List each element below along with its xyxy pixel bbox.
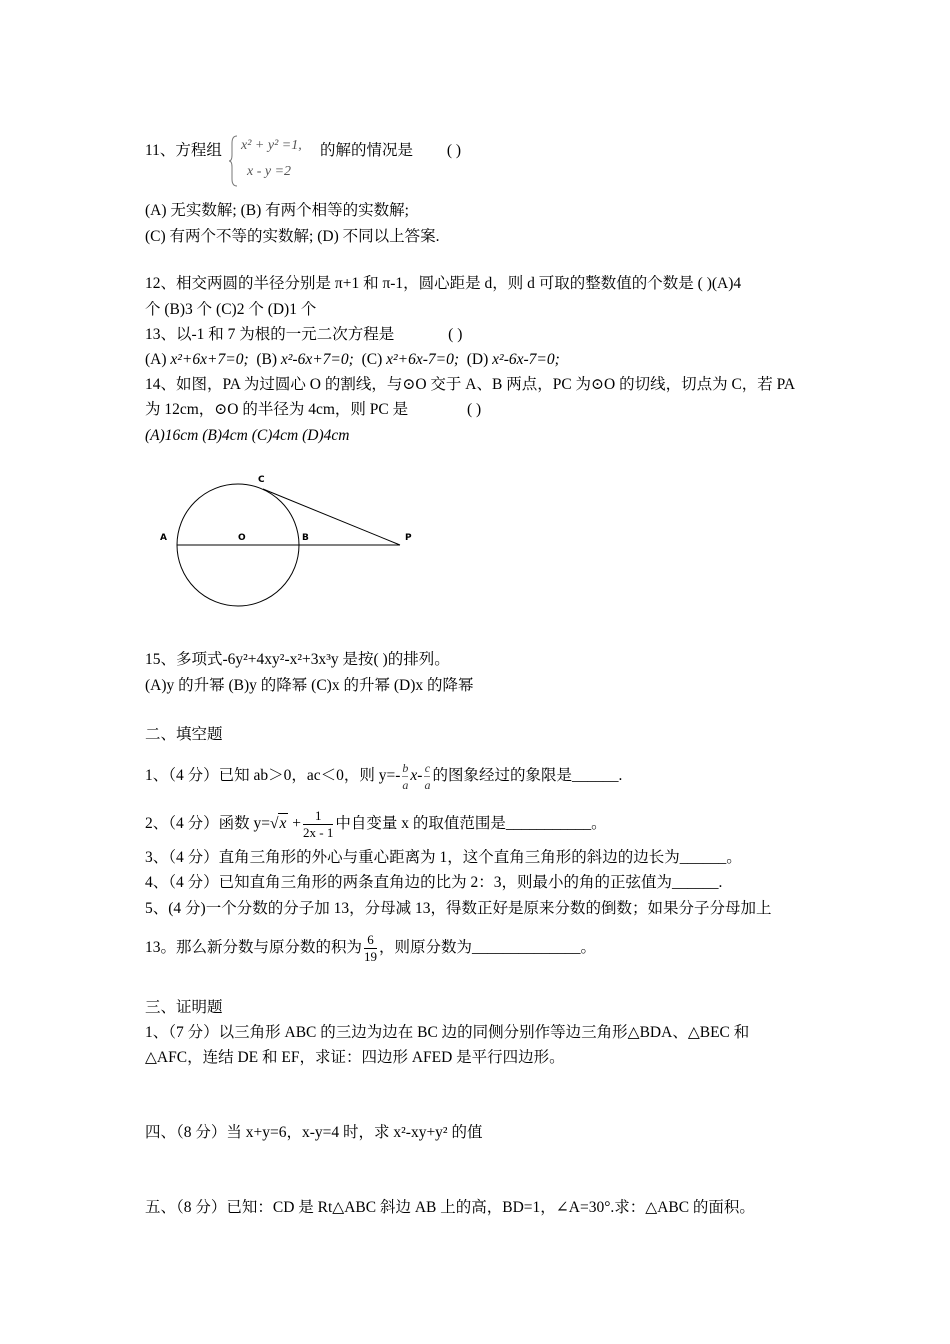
q14-answer-blank: ( ) <box>467 401 482 418</box>
section4: 四、（8 分）当 x+y=6，x-y=4 时，求 x²-xy+y² 的值 <box>145 1124 483 1141</box>
tangent-pc <box>263 489 400 545</box>
s2-q2-sqrt: x <box>279 815 287 833</box>
s2-q5-line2 <box>145 932 596 965</box>
q11-prefix: 11、方程组 <box>145 142 222 159</box>
q11-answer-blank: ( ) <box>446 142 462 159</box>
s2-q2-post: 中自变量 x 的取值范围是___________。 <box>335 815 607 833</box>
s2-q5-frac: $\frac{6}{19}$ <box>364 932 378 964</box>
s2-q5-line1: 5、(4 分)一个分数的分子加 13，分母减 13，得数正好是原来分数的倒数；如果分子分母加上 <box>145 900 772 917</box>
s2-q4: 4、（4 分）已知直角三角形的两条直角边的比为 2：3，则最小的角的正弦值为______. <box>145 874 723 891</box>
section2-title: 二、填空题 <box>145 726 223 743</box>
q11-suffix: 的解的情况是 <box>320 142 414 159</box>
brace-icon <box>229 135 239 187</box>
q11-equation-system <box>229 135 319 187</box>
q11-eq1: x² + y² =1, <box>241 138 302 153</box>
label-b: B <box>302 533 309 543</box>
s2-q1-post: 的图象经过的象限是______. <box>432 767 623 785</box>
q13-opt-b: x²-6x+7=0; <box>280 351 354 368</box>
q13-opt-c-label: (C) <box>361 351 383 368</box>
q14-line2-text: 为 12cm，⊙O 的半径为 4cm，则 PC 是 <box>145 401 409 418</box>
label-o: O <box>238 533 246 543</box>
q15-line2: (A)y 的升幂 (B)y 的降幂 (C)x 的升幂 (D)x 的降幂 <box>145 677 474 694</box>
q11-stem <box>145 141 222 161</box>
q14-options: (A)16cm (B)4cm (C)4cm (D)4cm <box>145 427 350 444</box>
s2-q2-frac: $\frac{1}{2x - 1}$ <box>303 808 334 840</box>
s2-q1 <box>145 760 622 793</box>
q13-opt-d-label: (D) <box>466 351 489 368</box>
label-a: A <box>160 533 167 543</box>
q13-opt-a: x²+6x+7=0; <box>170 351 249 368</box>
s2-q5-pre: 13。那么新分数与原分数的积为 <box>145 939 363 957</box>
s2-q1-frac2: $\frac{c}{a}$ <box>424 761 431 792</box>
q11-options-1: (A) 无实数解; (B) 有两个相等的实数解; <box>145 202 409 219</box>
label-p: P <box>405 533 412 543</box>
s2-q1-pre: 1、（4 分）已知 ab＞0，ac＜0，则 y=- <box>145 767 401 785</box>
section3-title: 三、证明题 <box>145 999 223 1016</box>
section5: 五、（8 分）已知：CD 是 Rt△ABC 斜边 AB 上的高，BD=1，∠A=30°.求：△ABC 的面积。 <box>145 1199 755 1216</box>
q13-stem <box>145 325 462 345</box>
label-c: C <box>258 475 265 485</box>
s2-q2-plus: + <box>292 815 302 833</box>
q13-opt-b-label: (B) <box>256 351 278 368</box>
q14-line2 <box>145 400 481 420</box>
q13-options <box>145 350 560 370</box>
s3-q1-line2: △AFC，连结 DE 和 EF，求证：四边形 AFED 是平行四边形。 <box>145 1049 565 1066</box>
q13-text: 13、以-1 和 7 为根的一元二次方程是 <box>145 326 395 343</box>
s2-q5-post: ，则原分数为______________。 <box>379 939 597 957</box>
s3-q1-line1: 1、（7 分）以三角形 ABC 的三边为边在 BC 边的同侧分别作等边三角形△BDA、△BEC 和 <box>145 1024 750 1041</box>
q15-line1: 15、多项式-6y²+4xy²-x²+3x³y 是按( )的排列。 <box>145 651 450 668</box>
q11-eq2: x - y =2 <box>247 164 292 179</box>
circle-secant-figure <box>150 465 430 615</box>
s2-q2-pre: 2、（4 分）函数 y= <box>145 815 270 833</box>
q13-opt-c: x²+6x-7=0; <box>386 351 460 368</box>
q13-answer-blank: ( ) <box>448 326 463 343</box>
q13-opt-a-label: (A) <box>145 351 167 368</box>
q11-suffix-line <box>320 141 461 161</box>
sqrt-icon: √ <box>270 815 279 833</box>
q14-line1: 14、如图，PA 为过圆心 O 的割线，与⊙O 交于 A、B 两点，PC 为⊙O 的切线，切点为 C，若 PA <box>145 376 796 393</box>
q13-opt-d: x²-6x-7=0; <box>492 351 560 368</box>
s2-q3: 3、（4 分）直角三角形的外心与重心距离为 1，这个直角三角形的斜边的边长为______。 <box>145 849 742 866</box>
s2-q1-mid: x- <box>410 767 423 785</box>
q12-line1: 12、相交两圆的半径分别是 π+1 和 π-1，圆心距是 d，则 d 可取的整数值的个数是 ( )(A)4 <box>145 275 742 292</box>
s2-q2 <box>145 808 607 841</box>
q11-options-2: (C) 有两个不等的实数解; (D) 不同以上答案. <box>145 228 440 245</box>
s2-q1-frac1: $\frac{b}{a}$ <box>402 761 409 792</box>
q12-line2: 个 (B)3 个 (C)2 个 (D)1 个 <box>145 301 317 318</box>
